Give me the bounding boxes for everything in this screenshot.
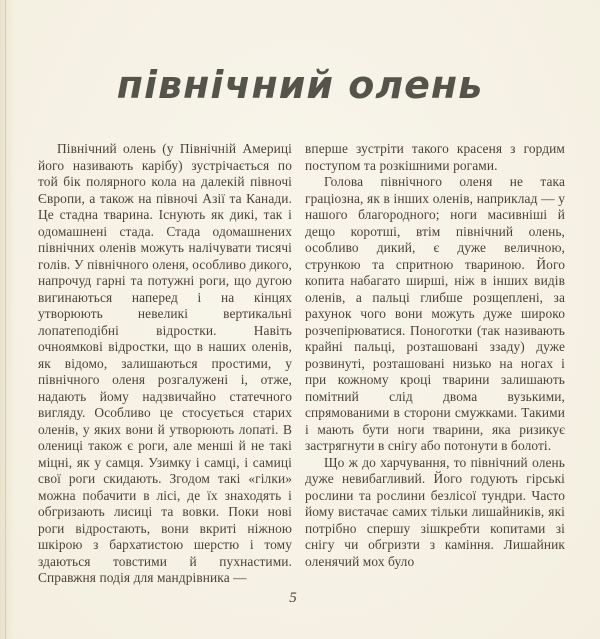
- paragraph: вперше зустріти такого красеня з гордим поступом та розкішними рогами.: [305, 141, 565, 173]
- page-number: 5: [289, 590, 297, 606]
- left-column: [38, 141, 292, 587]
- article-columns: [38, 141, 565, 587]
- paragraph: Голова північного оленя не така граціозна, як в інших оленів, наприклад — у нашого благородного; ноги масивніші й дещо коротші, втім північний олень, особливо дикий, є дуже величною, стрункою та спритною твариною. Його копита набагато ширші, ніж в інших видів оленів, а пальці глибше розщеплені, за рахунок чого вони можуть дуже широко розчепірюватися. Поноготки (так називають крайні пальці, розташовані ззаду) дуже розвинуті, розташовані низько на ногах і при кожному кроці тварини залишають помітний слід двома вузькими, спрямованими в сторони смужками. Такими і мають бути ноги тварини, яка ризикує застрягнути в снігу або потонути в болоті.: [305, 174, 565, 453]
- page-title: північний олень: [116, 63, 484, 108]
- right-column: [305, 141, 565, 587]
- paragraph: Північний олень (у Північній Америці його називають карібу) зустрічається по той бік полярного кола на далекій півночі Європи, а також на півночі Азії та Канади. Це стадна тварина. Існують як дикі, так і одомашнені стада. Стада одомашнених північних оленів можуть налічувати тисячі голів. У північного оленя, особливо дикого, напрочуд гарні та потужні роги, що дугою вигинаються наперед і на кінцях утворюють невеликі вертикальні лопатеподібні відростки. Навіть очноямкові відростки, що в наших оленів, як відомо, залишаються простими, у північного оленя розгалужені і, отже, надають йому надзвичайно статечного вигляду. Особливо це стосується старих оленів, у яких вони й утворюють лопаті. В олениці також є роги, але менші й не такі міцні, як у самця. Узимку і самці, і самиці свої роги скидають. Згодом такі «гілки» можна побачити в лісі, де їх знаходять і обгризають лисиці та вовки. Поки нові роги відростають, вони вкриті ніжною шкірою з бархатистою шерстю і тому здаються товстими й пухнастими. Справжня подія для мандрівника —: [38, 141, 292, 585]
- paragraph: Що ж до харчування, то північний олень дуже невибагливий. Його годують гірські рослини та рослини безлісої тундри. Часто йому вистачає самих тільки лишайників, які потрібно спершу зішкребти копитами зі снігу чи обгризти з каміння. Лишайник оленячий мох було: [305, 454, 565, 569]
